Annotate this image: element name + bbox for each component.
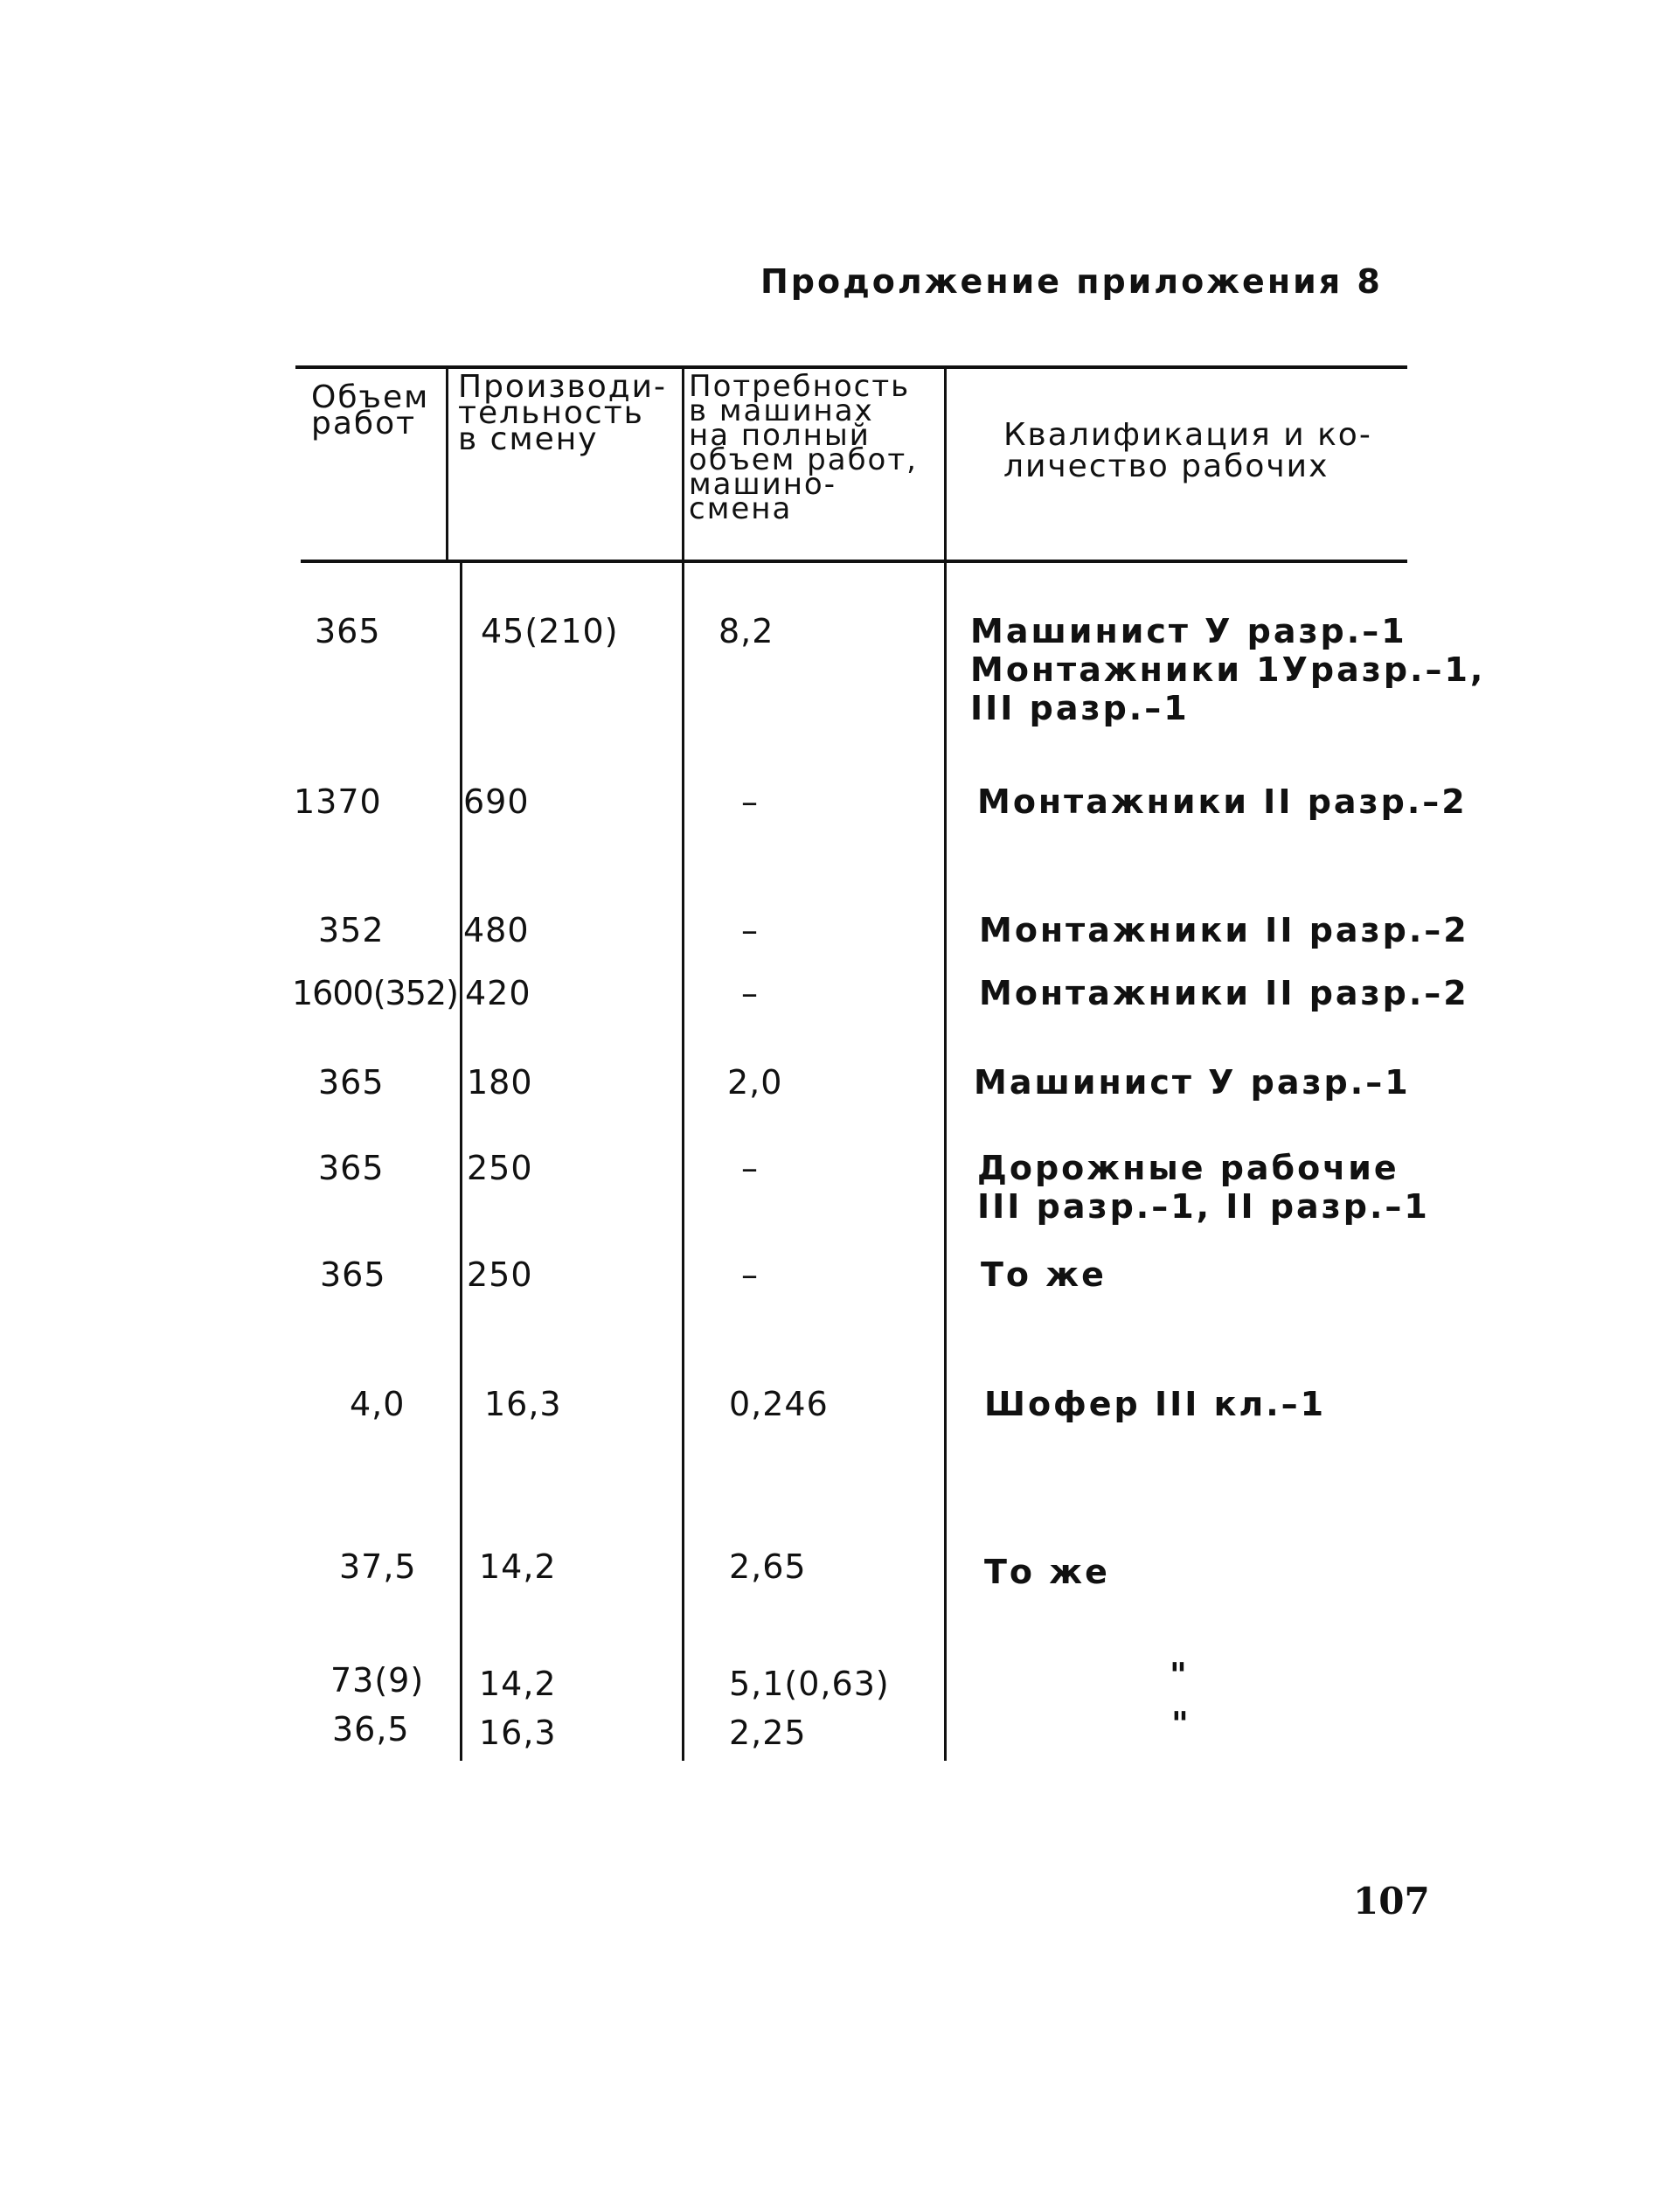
cell-output: 250: [467, 1255, 533, 1294]
cell-output: 480: [463, 911, 530, 949]
cell-output: 180: [467, 1063, 533, 1102]
cell-need: 2,25: [729, 1714, 807, 1752]
cell-volume: 352: [318, 911, 385, 949]
cell-output: 14,2: [479, 1547, 557, 1586]
cell-output: 16,3: [479, 1714, 557, 1752]
cell-need: –: [741, 1255, 759, 1294]
cell-need: 2,65: [729, 1547, 807, 1586]
cell-output: 14,2: [479, 1665, 557, 1703]
cell-output: 16,3: [484, 1385, 562, 1423]
cell-volume: 365: [320, 1255, 386, 1294]
cell-need: 2,0: [727, 1063, 783, 1102]
cell-volume: 73(9): [330, 1661, 425, 1700]
cell-output: 420: [465, 974, 531, 1012]
cell-volume: 365: [318, 1149, 385, 1187]
cell-need: –: [741, 974, 759, 1012]
cell-volume: 1370: [294, 782, 382, 821]
header-volume: Объем работ: [311, 379, 430, 442]
cell-qualification: То же: [984, 1553, 1110, 1591]
cell-need: –: [741, 911, 759, 949]
cell-qualification: Машинист У разр.–1 Монтажники 1Уразр.–1, III разр.–1: [970, 612, 1486, 727]
column-divider-3: [944, 367, 947, 1761]
cell-qualification: То же: [981, 1255, 1107, 1294]
column-divider-1-body: [460, 563, 462, 1761]
cell-volume: 37,5: [339, 1547, 417, 1586]
cell-volume: 4,0: [350, 1385, 406, 1423]
header-machine-need: Потребность в машинах на полный объем работ, машино- смена: [689, 369, 918, 526]
cell-need: 8,2: [719, 612, 774, 650]
cell-qualification: Шофер III кл.–1: [984, 1385, 1327, 1423]
cell-qualification: ": [1171, 1705, 1191, 1743]
page-heading: Продолжение приложения 8: [760, 262, 1383, 301]
cell-volume: 365: [318, 1063, 385, 1102]
column-divider-2: [682, 367, 684, 1761]
cell-need: –: [741, 782, 759, 821]
header-bottom-rule: [301, 560, 1407, 563]
cell-output: 250: [467, 1149, 533, 1187]
header-qualification: Квалификация и ко- личество рабочих: [1003, 417, 1372, 484]
cell-volume: 365: [315, 612, 381, 650]
cell-volume: 36,5: [332, 1710, 410, 1749]
cell-qualification: ": [1170, 1656, 1190, 1694]
cell-need: 5,1(0,63): [729, 1665, 890, 1703]
cell-qualification: Машинист У разр.–1: [974, 1063, 1411, 1102]
page-number: 107: [1353, 1880, 1430, 1922]
column-divider-1: [446, 367, 448, 560]
cell-qualification: Дорожные рабочие III разр.–1, II разр.–1: [977, 1149, 1430, 1226]
cell-qualification: Монтажники II разр.–2: [977, 782, 1468, 821]
cell-output: 45(210): [481, 612, 619, 650]
cell-qualification: Монтажники II разр.–2: [979, 911, 1469, 949]
cell-qualification: Монтажники II разр.–2: [979, 974, 1469, 1012]
header-output: Производи- тельность в смену: [458, 369, 668, 457]
cell-need: –: [741, 1149, 759, 1187]
cell-output: 690: [463, 782, 530, 821]
cell-need: 0,246: [729, 1385, 829, 1423]
cell-volume: 1600(352): [292, 974, 458, 1012]
